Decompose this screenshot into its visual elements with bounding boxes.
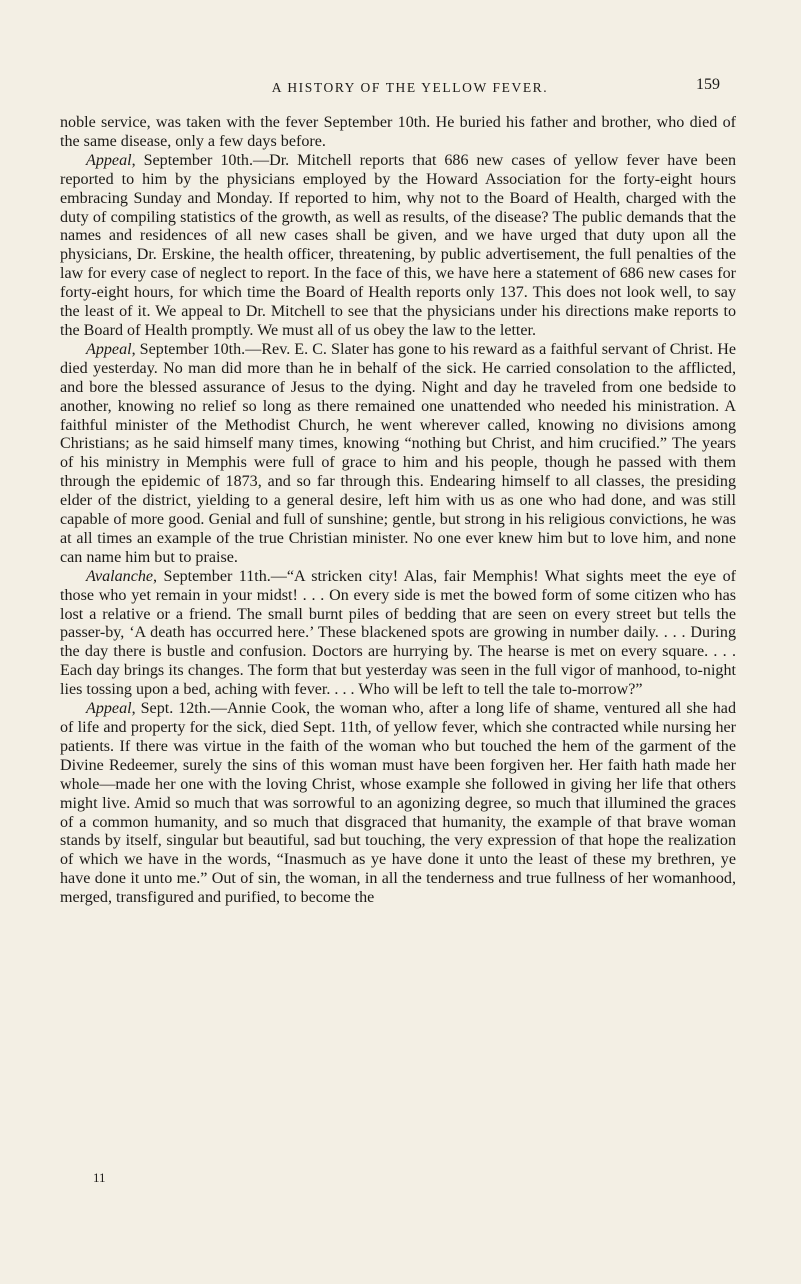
source-name: Appeal: [86, 340, 132, 358]
page-number: 159: [696, 76, 720, 93]
paragraph-appeal-sept-10-b: [60, 341, 736, 568]
paragraph-appeal-sept-12: [60, 700, 736, 908]
paragraph-text: “A stricken city! Alas, fair Memphis! What sights meet the eye of those who yet remain in your midst! . . . On every side is met the bowed form of some citizen who has lost a relative or a friend. The small burnt piles of bedding that are seen on every street but tells the passer-by, ‘A death has occurred here.’ These blackened spots are growing in number daily. . . . During the day there is bustle and confusion. Doctors are hurrying by. The hearse is met on every square. . . . Each day brings its changes. The form that but yesterday was seen in the full vigor of manhood, to-night lies tossing upon a bed, aching with fever. . . . Who will be left to tell the tale to-morrow?”: [60, 567, 737, 699]
body-text: [60, 114, 736, 908]
paragraph-text: Annie Cook, the woman who, after a long life of shame, ventured all she had of life and property for the sick, died Sept. 11th, of yellow fever, which she contracted while nursing her patients. If there was virtue in the faith of the woman who but touched the hem of the garment of the Divine Redeemer, surely the sins of this woman must have been forgiven her. Her faith hath made her whole—made her one with the loving Christ, whose example she followed in giving her life that others might live. Amid so much that was sorrowful to an agonizing degree, so much that illumined the graces of a common humanity, and so much that disgraced that humanity, the example of that brave woman stands by itself, singular but beautiful, sad but touching, the very expression of that hope the realization of which we have in the words, “Inasmuch as ye have done it unto the least of these my brethren, ye have done it unto me.” Out of sin, the woman, in all the tenderness and true fullness of her womanhood, merged, transfigured and purified, to become the: [60, 700, 737, 907]
signature-mark: 11: [93, 1170, 106, 1185]
running-head: A HISTORY OF THE YELLOW FEVER.: [271, 80, 549, 95]
paragraph-continuation: [60, 114, 736, 152]
source-name: Appeal: [86, 700, 132, 718]
source-name: Avalanche: [86, 567, 154, 585]
paragraph-avalanche-sept-11: [60, 568, 736, 700]
paragraph-text: Rev. E. C. Slater has gone to his reward as a faithful servant of Christ. He died yesterday. No man did more than he in behalf of the sick. He carried consolation to the afflicted, and bore the blessed assurance of Jesus to the dying. Night and day he traveled from one bedside to another, knowing no relief so long as there remained one unattended who needed his ministration. A faithful minister of the Methodist Church, he went wherever called, knowing no divisions among Christians; as he said himself many times, knowing “nothing but Christ, and him crucified.” The years of his ministry in Memphis were full of grace to him and his people, though he passed with them through the epidemic of 1873, and so far through this. Endearing himself to all classes, the presiding elder of the district, yielding to a general desire, left him with us as one who had done, and was still capable of more good. Genial and full of sunshine; gentle, but strong in his religious convictions, he was at all times an example of the true Christian minister. No one ever knew him but to love him, and none can name him but to praise.: [60, 340, 736, 566]
paragraph-text: noble service, was taken with the fever September 10th. He buried his father and brother, who died of the same disease, only a few days before.: [60, 114, 736, 150]
entry-date: , Sept. 12th.—: [131, 700, 227, 718]
paragraph-appeal-sept-10-a: [60, 152, 736, 341]
paragraph-text: Dr. Mitchell reports that 686 new cases of yellow fever have been reported to him by the physicians employed by the Howard Association for the forty-eight hours embracing Sunday and Monday. If reported to him, why not to the Board of Health, charged with the duty of compiling statistics of the growth, as well as results, of the disease? The public demands that the names and residences of all new cases shall be given, and we have urged that duty upon all the physicians, Dr. Erskine, the health officer, threatening, by public advertisement, the full penalties of the law for every case of neglect to report. In the face of this, we have here a statement of 686 new cases for forty-eight hours, for which time the Board of Health reports only 137. This does not look well, to say the least of it. We appeal to Dr. Mitchell to see that the physicians under his directions make reports to the Board of Health promptly. We must all of us obey the law to the letter.: [60, 151, 737, 339]
source-name: Appeal: [86, 151, 132, 169]
entry-date: , September 11th.—: [153, 567, 287, 585]
entry-date: , September 10th.—: [131, 340, 262, 358]
entry-date: , September 10th.—: [131, 151, 270, 169]
